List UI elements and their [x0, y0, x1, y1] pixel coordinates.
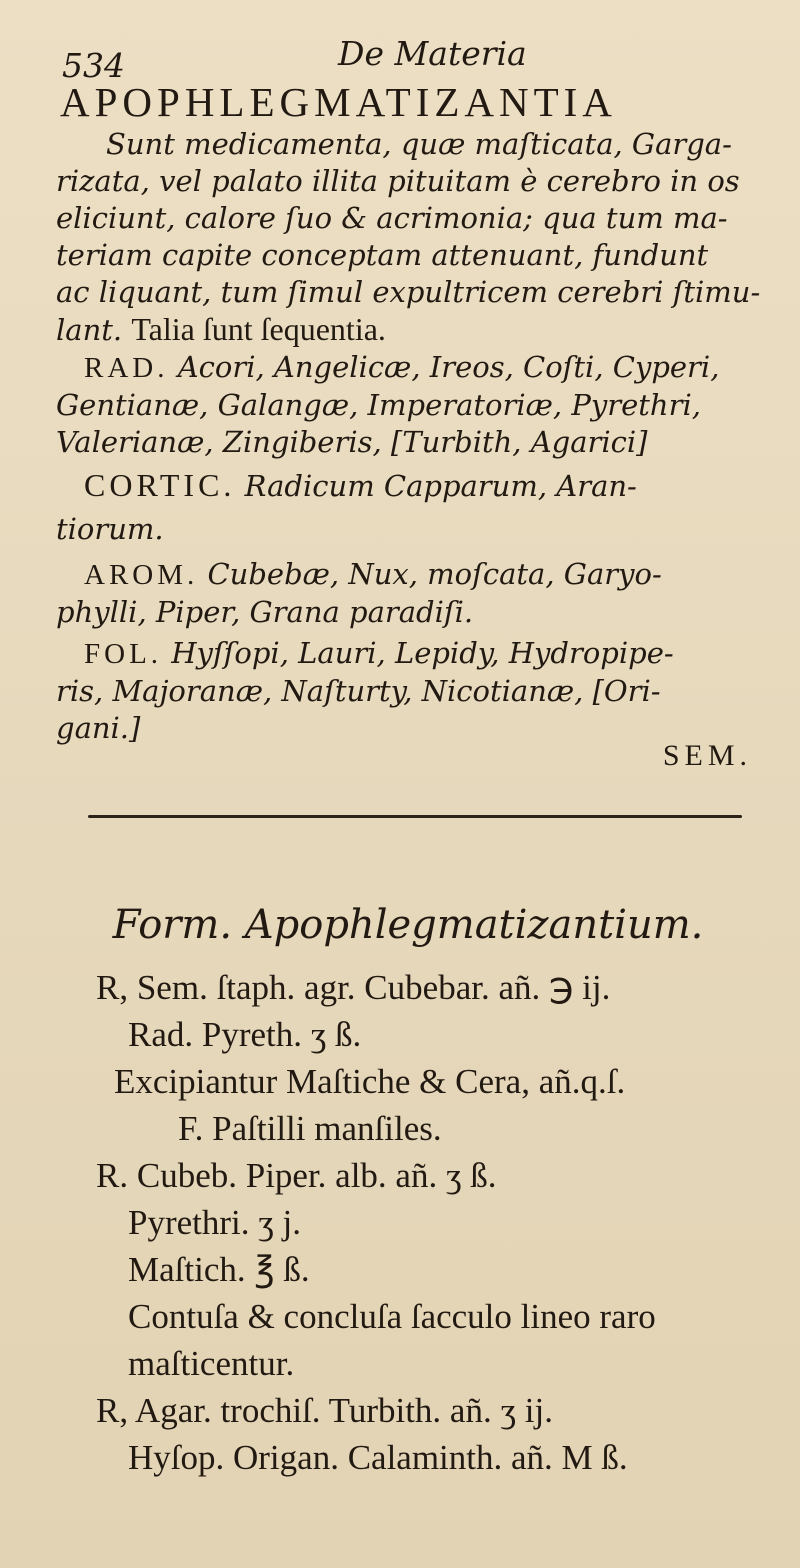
rad-entry	[56, 349, 760, 461]
text-line: Sunt medicamenta, quæ maſticata, Garga-	[106, 127, 732, 161]
recipe-line: Contuſa & concluſa ſacculo lineo raro	[128, 1297, 656, 1336]
horizontal-rule	[88, 815, 742, 818]
recipe-line: Maſtich. ℥ ß.	[128, 1250, 310, 1289]
recipe-line: Hyſop. Origan. Calaminth. añ. M ß.	[128, 1438, 628, 1477]
text-line: tiorum.	[56, 512, 164, 546]
sem-catchword: SEM.	[662, 739, 752, 772]
text-line: teriam capite conceptam attenuant, fundunt	[56, 238, 709, 272]
entry-head: AROM.	[84, 559, 199, 591]
text-line: CORTIC. Radicum Capparum, Aran-	[84, 467, 637, 503]
text-line: eliciunt, calore ſuo & acrimonia; qua tum ma-	[56, 201, 728, 235]
text-line: ac liquant, tum ſimul expultricem cerebri ſtimu-	[56, 275, 761, 309]
recipe-line: R, Agar. trochiſ. Turbith. añ. ʒ ij.	[96, 1391, 553, 1430]
entry-head: FOL.	[84, 638, 163, 670]
arom-entry	[56, 556, 760, 631]
text-line: phylli, Piper, Grana paradiſi.	[56, 595, 474, 629]
running-title: De Materia	[338, 34, 527, 73]
text-line: Gentianæ, Galangæ, Imperatoriæ, Pyrethri,	[56, 388, 701, 422]
recipe-line: R, Sem. ſtaph. agr. Cubebar. añ. ℈ ij.	[96, 968, 611, 1007]
page-number: 534	[62, 46, 125, 85]
page-header	[56, 34, 760, 85]
text-line: rizata, vel palato illita pituitam è cerebro in os	[56, 164, 740, 198]
section-title: APOPHLEGMATIZANTIA	[60, 79, 617, 125]
text-line: FOL. Hyſſopi, Lauri, Lepidy, Hydropipe-	[84, 636, 674, 670]
cortic-entry	[56, 467, 760, 548]
recipe-line: maſticentur.	[128, 1344, 295, 1383]
text-line: Valerianæ, Zingiberis, [Turbith, Agarici]	[56, 425, 648, 459]
text-line: AROM. Cubebæ, Nux, moſcata, Garyo-	[84, 557, 662, 591]
form-title: Form. Apophlegmatizantium.	[112, 902, 704, 948]
recipe-line: R. Cubeb. Piper. alb. añ. ʒ ß.	[96, 1156, 497, 1195]
fol-entry	[56, 635, 760, 747]
recipe-line: F. Paſtilli manſiles.	[178, 1109, 442, 1148]
entry-head: CORTIC.	[84, 467, 236, 503]
entry-head: RAD.	[84, 352, 169, 384]
definition-paragraph	[56, 126, 760, 349]
text-line: lant. Talia ſunt ſequentia.	[56, 311, 386, 347]
recipe-line: Rad. Pyreth. ʒ ß.	[128, 1015, 362, 1054]
text-line: ris, Majoranæ, Naſturty, Nicotianæ, [Ori-	[56, 674, 661, 708]
recipe-line: Pyrethri. ʒ j.	[128, 1203, 302, 1242]
recipes	[56, 964, 760, 1481]
text-line: RAD. Acori, Angelicæ, Ireos, Coſti, Cyperi,	[84, 350, 720, 384]
recipe-line: Excipiantur Maſtiche & Cera, añ.q.ſ.	[114, 1062, 626, 1101]
text-line: gani.]	[56, 711, 141, 745]
